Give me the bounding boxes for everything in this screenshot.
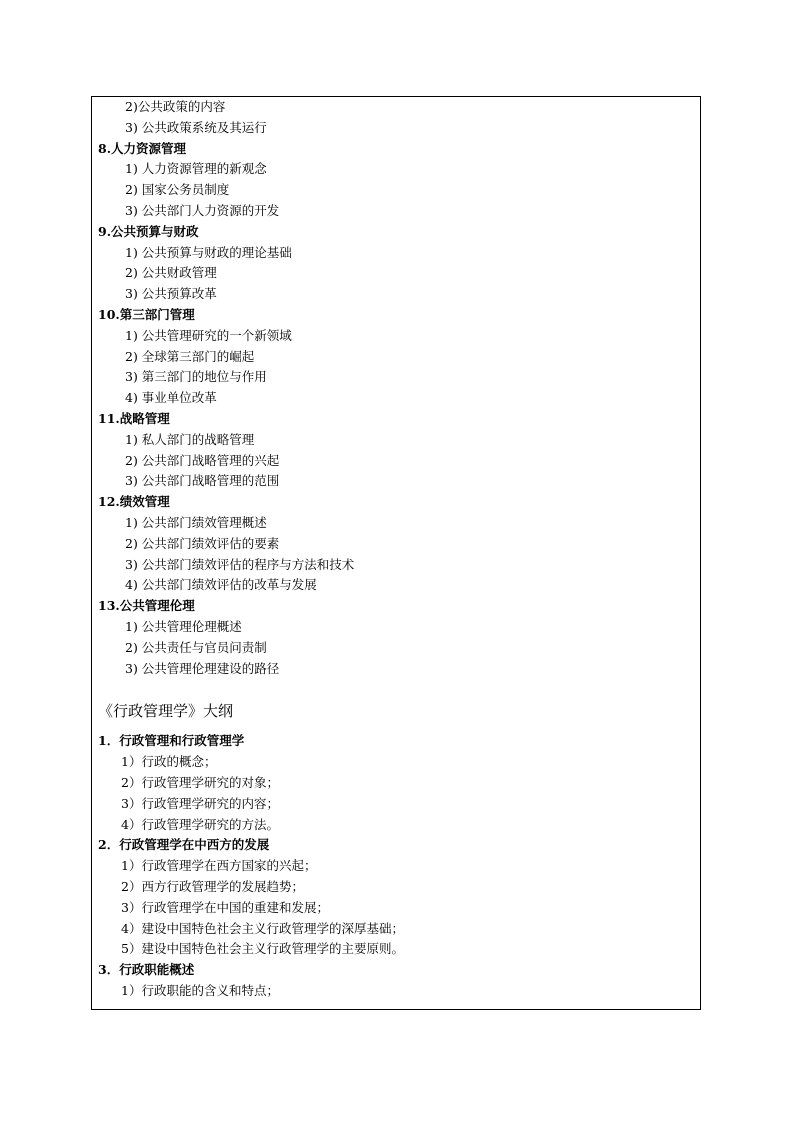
list-item: 1) 公共预算与财政的理论基础 [125, 244, 292, 260]
section-heading: 8.人力资源管理 [98, 140, 187, 156]
list-item: 1) 私人部门的战略管理 [125, 431, 255, 447]
list-item: 1）行政的概念； [121, 754, 217, 770]
list-item: 3）行政管理学在中国的重建和发展； [121, 899, 329, 915]
list-item: 2) 国家公务员制度 [125, 182, 230, 198]
section-heading: 1．行政管理和行政管理学 [98, 733, 245, 749]
list-item: 1) 公共部门绩效管理概述 [125, 515, 267, 530]
section-heading: 3．行政职能概述 [98, 962, 195, 978]
list-item: 1）行政职能的含义和特点； [121, 983, 279, 998]
list-item: 2）西方行政管理学的发展趋势； [121, 879, 304, 894]
list-item: 4）行政管理学研究的方法。 [121, 816, 279, 832]
list-item: 2) 公共部门绩效评估的要素 [125, 535, 280, 551]
list-item: 3) 公共预算改革 [125, 286, 217, 302]
list-item: 2)公共政策的内容 [125, 99, 226, 114]
list-item: 2) 公共责任与官员问责制 [125, 639, 267, 655]
list-item: 1）行政管理学在西方国家的兴起； [121, 858, 317, 874]
list-item: 4) 事业单位改革 [125, 390, 217, 406]
section-heading: 10.第三部门管理 [98, 307, 195, 322]
list-item: 1) 公共管理研究的一个新领域 [125, 327, 292, 343]
list-item: 2）行政管理学研究的对象； [121, 775, 279, 790]
list-item: 1) 公共管理伦理概述 [125, 619, 242, 634]
list-item: 2) 公共部门战略管理的兴起 [125, 452, 280, 468]
list-item: 2) 公共财政管理 [125, 265, 217, 281]
list-item: 3) 公共政策系统及其运行 [125, 119, 267, 135]
list-item: 3）行政管理学研究的内容； [121, 795, 279, 811]
outline-title: 《行政管理学》大纲 [98, 702, 234, 721]
outline-frame [91, 96, 701, 1010]
list-item: 3) 公共部门绩效评估的程序与方法和技术 [125, 556, 355, 572]
list-item: 3) 公共部门战略管理的范围 [125, 473, 280, 489]
list-item: 3) 第三部门的地位与作用 [125, 369, 267, 385]
list-item: 3) 公共管理伦理建设的路径 [125, 660, 280, 676]
list-item: 4）建设中国特色社会主义行政管理学的深厚基础； [121, 920, 404, 936]
list-item: 2) 全球第三部门的崛起 [125, 348, 255, 364]
section-heading: 13.公共管理伦理 [98, 598, 195, 614]
section-heading: 12.绩效管理 [98, 494, 170, 510]
list-item: 1) 人力资源管理的新观念 [125, 161, 267, 177]
section-heading: 11.战略管理 [98, 411, 170, 426]
list-item: 3) 公共部门人力资源的开发 [125, 203, 280, 218]
list-item: 5）建设中国特色社会主义行政管理学的主要原则。 [121, 941, 404, 957]
section-heading: 9.公共预算与财政 [98, 223, 199, 239]
list-item: 4) 公共部门绩效评估的改革与发展 [125, 577, 317, 593]
section-heading: 2．行政管理学在中西方的发展 [98, 837, 270, 853]
